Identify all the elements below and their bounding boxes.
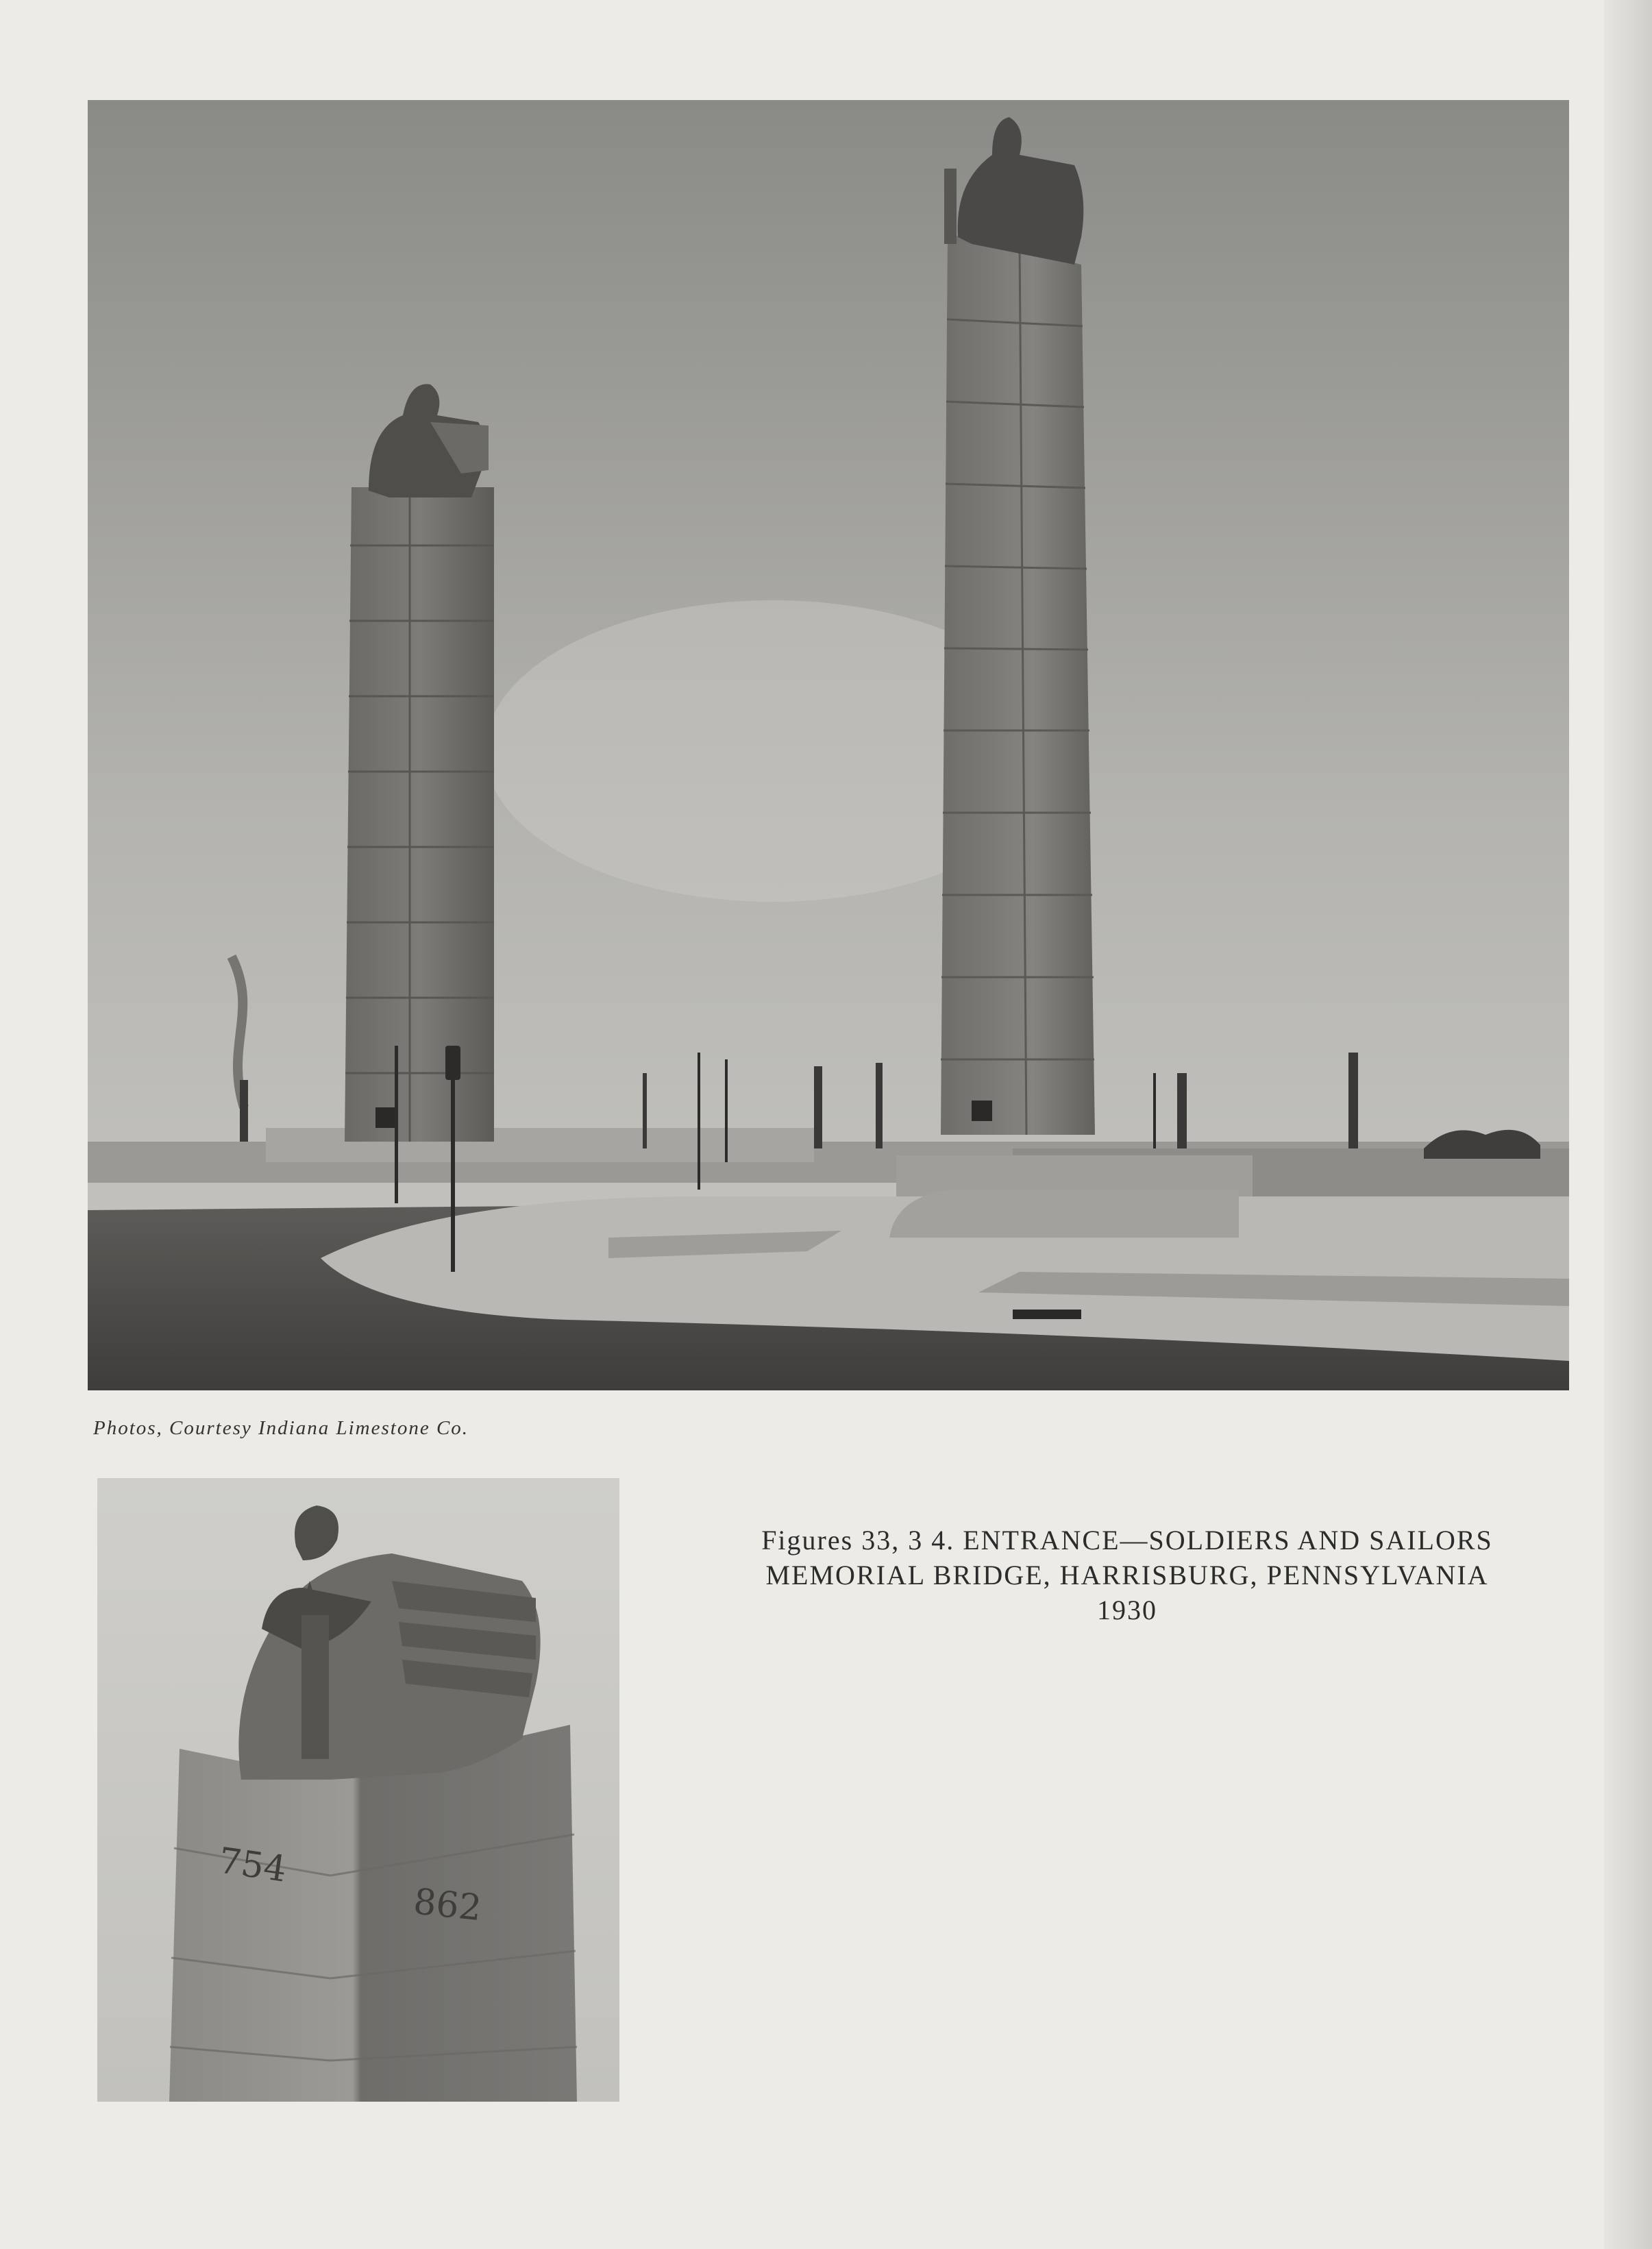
detail-photograph xyxy=(97,1478,619,2102)
bridge-entrance-pylons-photo xyxy=(88,100,1569,1390)
carving-number-754: 754 xyxy=(216,1840,289,1891)
photo-credit: Photos, Courtesy Indiana Limestone Co. xyxy=(93,1417,469,1439)
caption-year: 1930 xyxy=(1097,1595,1157,1625)
main-photograph xyxy=(88,100,1569,1390)
carving-number-862: 862 xyxy=(411,1881,484,1930)
caption-line-1: Figures 33, 3 4. ENTRANCE—SOLDIERS AND SAILORS xyxy=(761,1525,1493,1556)
page-gutter-shadow xyxy=(1604,0,1652,2249)
figure-caption xyxy=(658,1523,1596,1627)
caption-line-2: MEMORIAL BRIDGE, HARRISBURG, PENNSYLVANIA xyxy=(765,1560,1489,1590)
pylon-eagle-top-detail-photo xyxy=(97,1478,619,2102)
